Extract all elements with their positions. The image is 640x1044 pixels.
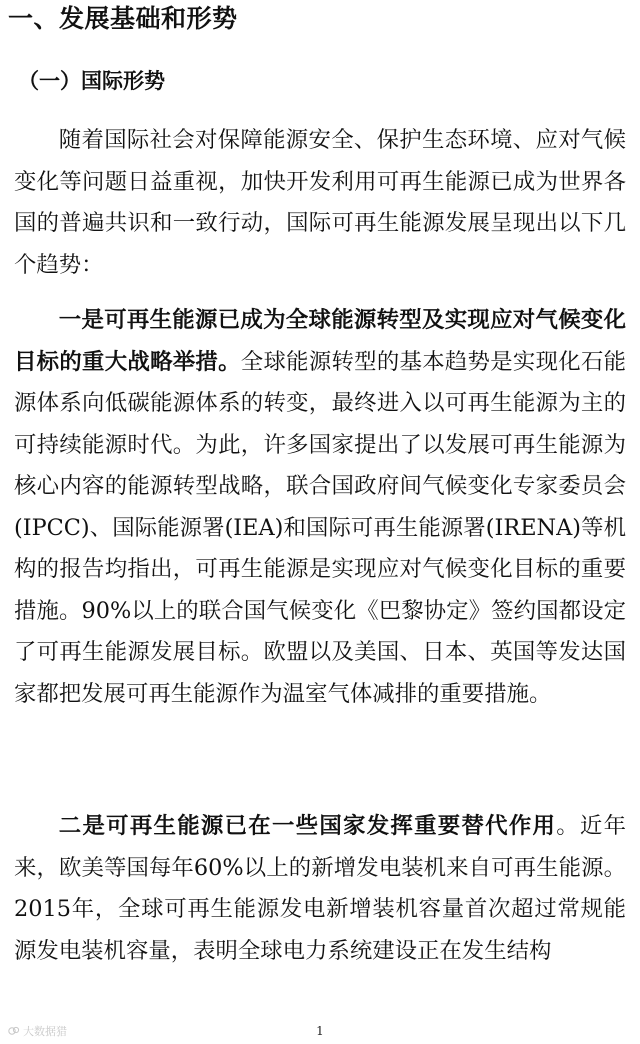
- paragraph-intro-text: 随着国际社会对保障能源安全、保护生态环境、应对气候变化等问题日益重视，加快开发利用可再生能源已成为世界各国的普遍共识和一致行动，国际可再生能源发展呈现出以下几个趋势：: [14, 127, 626, 278]
- watermark-logo-icon: [8, 1026, 20, 1036]
- paragraph-trend-two: [14, 806, 626, 972]
- paragraph-trend-two-body: 。近年来，欧美等国每年60%以上的新增发电装机来自可再生能源。2015年，全球可再生能源发电新增装机容量首次超过常规能源发电装机容量，表明全球电力系统建设正在发生结构: [14, 813, 626, 964]
- paragraph-intro: [14, 120, 626, 286]
- watermark-text: 大数据猎: [23, 1025, 67, 1038]
- paragraph-trend-one-body: 全球能源转型的基本趋势是实现化石能源体系向低碳能源体系的转变，最终进入以可再生能源为主的可持续能源时代。为此，许多国家提出了以发展可再生能源为核心内容的能源转型战略，联合国政府间气候变化专家委员会(IPCC)、国际能源署(IEA)和国际可再生能源署(IRENA)等机构的报告均指出，可再生能源是实现应对气候变化目标的重要措施。90%以上的联合国气候变化《巴黎协定》签约国都设定了可再生能源发展目标。欧盟以及美国、日本、英国等发达国家都把发展可再生能源作为温室气体减排的重要措施。: [14, 348, 627, 707]
- subsection-title: （一）国际形势: [18, 69, 165, 93]
- page-number: 1: [316, 1024, 324, 1038]
- watermark: [8, 1023, 67, 1039]
- paragraph-trend-one: [14, 300, 626, 715]
- section-title: 一、发展基础和形势: [8, 4, 238, 33]
- paragraph-trend-one-lead: 一是可再生能源已成为全球能源转型及实现应对气候变化目标的重大战略举措。: [14, 307, 626, 375]
- paragraph-trend-two-lead: 二是可再生能源已在一些国家发挥重要替代作用: [58, 813, 557, 839]
